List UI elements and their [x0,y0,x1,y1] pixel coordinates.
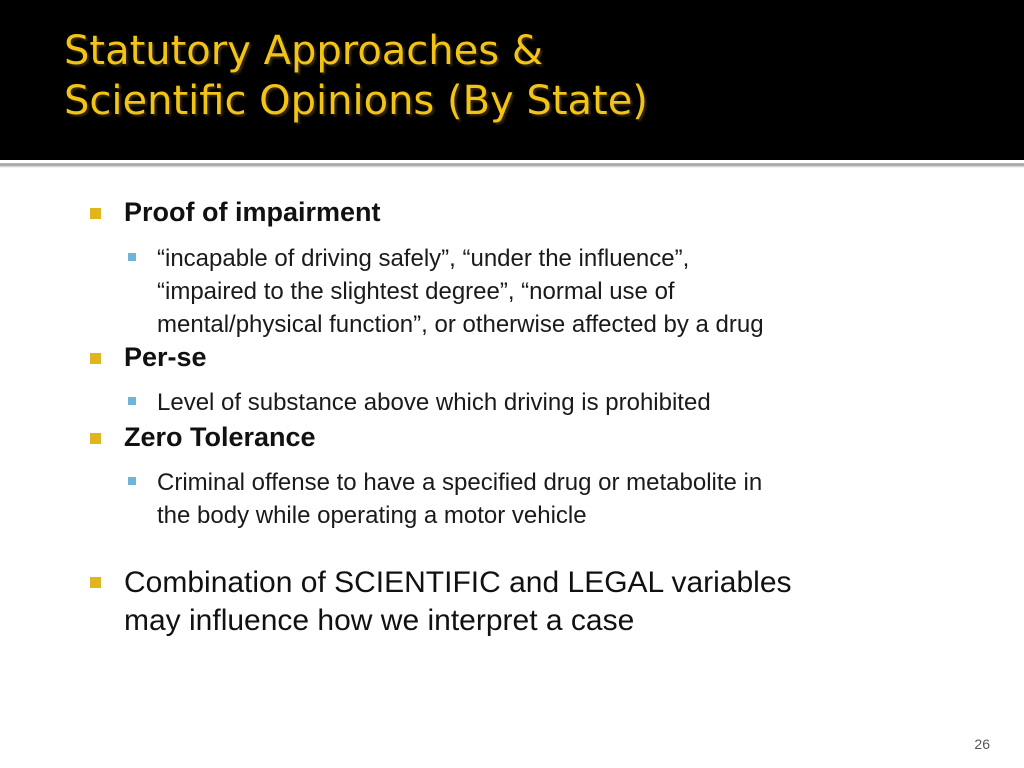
sub-bullet-per-se-definition [157,386,987,419]
bullet-line: Combination of SCIENTIFIC and LEGAL variables [124,566,792,599]
sub-bullet-impairment-terms [157,242,987,341]
sub-bullet-line: mental/physical function”, or otherwise affected by a drug [157,311,764,338]
sub-bullet-square-icon [128,253,136,261]
bullet-combination-variables [124,564,944,640]
sub-bullet-line: “impaired to the slightest degree”, “normal use of [157,278,675,305]
slide-title-line-1: Statutory Approaches & [64,28,544,74]
bullet-square-icon [90,433,101,444]
bullet-proof-of-impairment: Proof of impairment [124,197,381,227]
bullet-square-icon [90,208,101,219]
bullet-square-icon [90,577,101,588]
sub-bullet-square-icon [128,477,136,485]
page-number: 26 [974,736,990,752]
sub-bullet-zero-tolerance-definition [157,466,987,532]
sub-bullet-line: “incapable of driving safely”, “under the influence”, [157,245,690,272]
bullet-per-se: Per-se [124,342,207,372]
sub-bullet-square-icon [128,397,136,405]
bullet-zero-tolerance: Zero Tolerance [124,422,316,452]
bullet-square-icon [90,353,101,364]
sub-bullet-line: Criminal offense to have a specified drug or metabolite in [157,469,763,496]
slide-title-line-2: Scientific Opinions (By State) [64,78,648,124]
bullet-line: may influence how we interpret a case [124,604,635,637]
sub-bullet-line: the body while operating a motor vehicle [157,502,587,529]
sub-bullet-line: Level of substance above which driving is prohibited [157,389,711,416]
